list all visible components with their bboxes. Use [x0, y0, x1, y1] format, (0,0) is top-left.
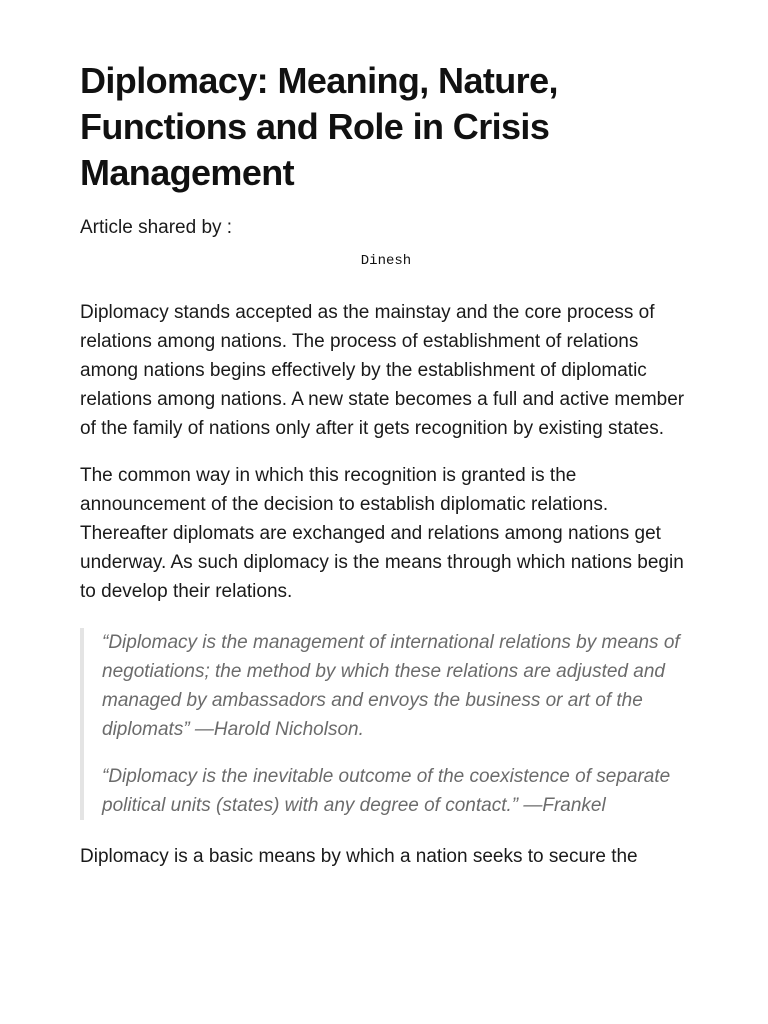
article-title: Diplomacy: Meaning, Nature, Functions and Role in Crisis Management [80, 60, 558, 193]
body-paragraph-2: The common way in which this recognition is granted is the announcement of the decision to establish diplomatic relations. Thereafter diplomats are exchanged and relations among nations get underway. As such diplomacy is the means through which nations begin to develop their relations. [80, 465, 684, 602]
body-paragraph-3: Diplomacy is a basic means by which a nation seeks to secure the [80, 846, 638, 867]
blockquote [80, 628, 692, 820]
article [80, 58, 692, 871]
shared-by-label: Article shared by : [80, 217, 233, 238]
quote-nicholson: “Diplomacy is the management of international relations by means of negotiations; the method by which these relations are adjusted and managed by ambassadors and envoys the business or art of the diplomats” —Harold Nicholson. [102, 632, 680, 740]
quote-frankel: “Diplomacy is the inevitable outcome of the coexistence of separate political units (states) with any degree of contact.” —Frankel [102, 766, 671, 816]
body-paragraph-1: Diplomacy stands accepted as the mainstay and the core process of relations among nations. The process of establishment of relations among nations begins effectively by the establishment of diplomatic relations among nations. A new state becomes a full and active member of the family of nations only after it gets recognition by existing states. [80, 302, 685, 439]
author-name[interactable]: Dinesh [360, 253, 412, 269]
